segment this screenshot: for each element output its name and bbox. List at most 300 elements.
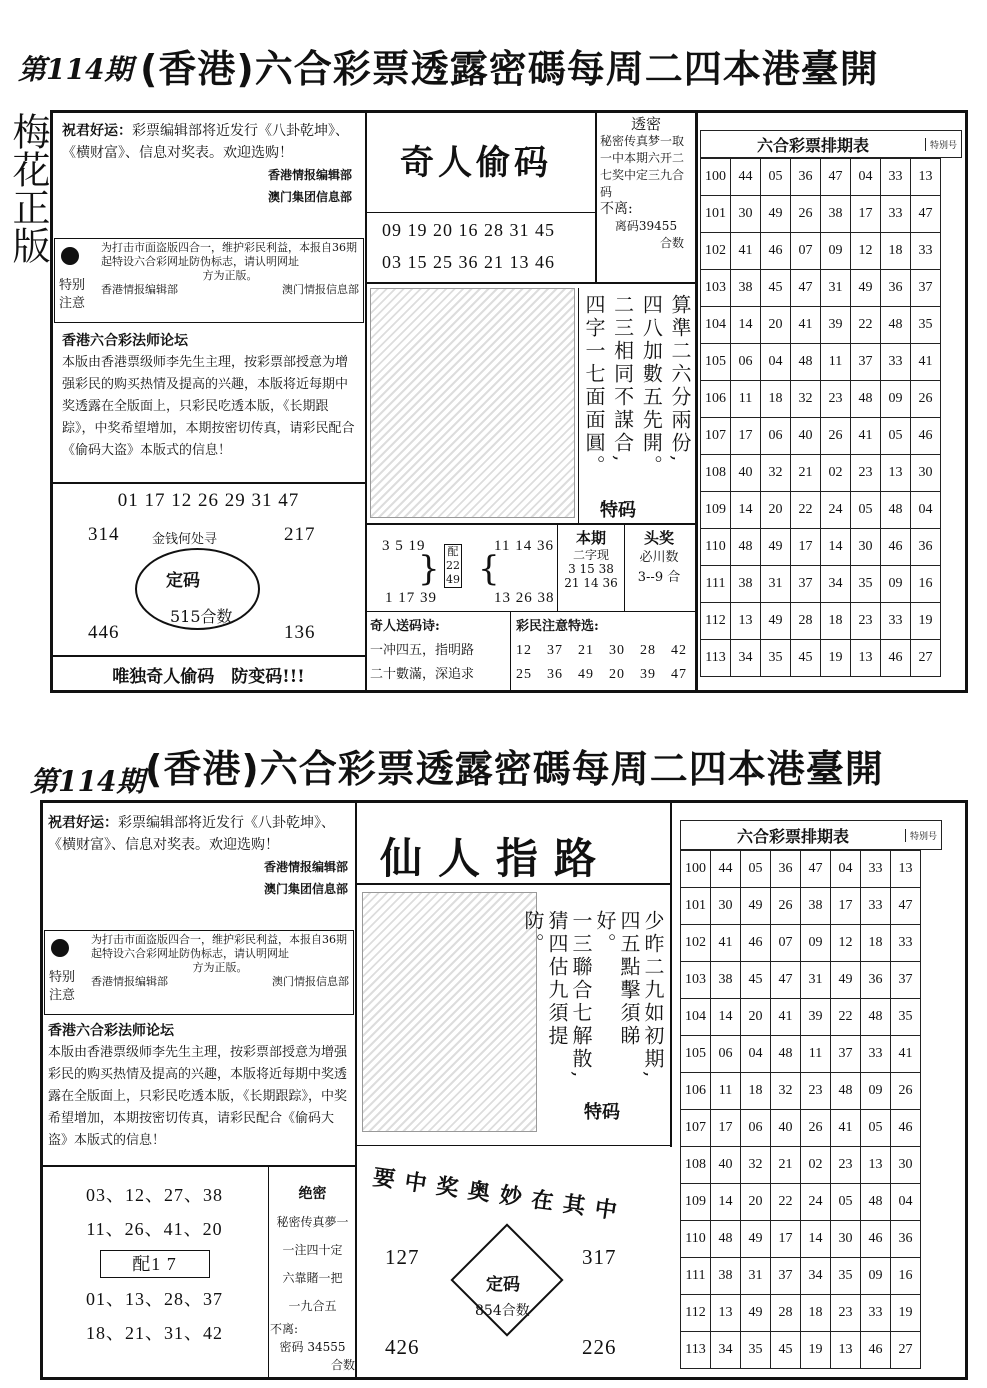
- number-cell: 02: [801, 1147, 831, 1184]
- forum-title: 香港六合彩法师论坛: [48, 1023, 174, 1039]
- number-cell: 05: [851, 492, 881, 529]
- number-cell: 09: [881, 381, 911, 418]
- forum-text: 本版由香港票级师李先生主理，按彩票部授意为增强彩民的购买热情及提高的兴趣，本版将近每期中奖透露在全版面上，只彩民吃透本版，《长期跟踪》，中奖希望增加，本期按密切传真，请彩民配合《偷码大盗》本版式的信息！: [48, 1045, 348, 1148]
- notice-dept2: 澳门集团信息部: [267, 190, 352, 204]
- number-cell: 45: [741, 962, 771, 999]
- number-cell: 11: [731, 381, 761, 418]
- poem-line: 四字一七面面圓。: [582, 294, 606, 478]
- table-row: [701, 603, 941, 640]
- number-cell: 23: [851, 603, 881, 640]
- number-cell: 46: [881, 640, 911, 677]
- top-footer: 唯独奇人偷码 防变码!!!: [112, 667, 305, 687]
- special-code-label: 特码: [584, 1102, 620, 1123]
- illustration-horse-rider: [362, 892, 537, 1132]
- number-cell: 14: [821, 529, 851, 566]
- number-cell: 38: [711, 962, 741, 999]
- schedule-tag: 特别号: [925, 138, 961, 151]
- table-row: [701, 529, 941, 566]
- number-cell: 17: [711, 1110, 741, 1147]
- period-cell: 106: [701, 381, 731, 418]
- number-cell: 02: [821, 455, 851, 492]
- number-cell: 07: [791, 233, 821, 270]
- number-cell: 38: [821, 196, 851, 233]
- number-cell: 22: [831, 999, 861, 1036]
- notice-greeting: 祝君好运：: [62, 123, 132, 139]
- list-row: 03、12、27、38: [86, 1185, 223, 1205]
- number-cell: 26: [821, 418, 851, 455]
- number-cell: 39: [821, 307, 851, 344]
- number-cell: 05: [831, 1184, 861, 1221]
- number-cell: 47: [911, 196, 941, 233]
- poem-line: 四五點擊須睇好。: [593, 910, 641, 1048]
- table-row: [681, 925, 921, 962]
- top-left-numbers: 01 17 12 26 29 31 47: [117, 490, 300, 511]
- number-cell: 30: [891, 1147, 921, 1184]
- number-cell: 33: [861, 851, 891, 888]
- table-row: [681, 1221, 921, 1258]
- number-cell: 49: [741, 888, 771, 925]
- pair-box: [444, 544, 462, 588]
- number-cell: 49: [761, 603, 791, 640]
- number-cell: 20: [741, 999, 771, 1036]
- number-cell: 14: [731, 307, 761, 344]
- warning-text: 为打击市面盗版四合一，维护彩民利益，本报自36期起特设六合彩网址防伪标志，请认明网址: [91, 933, 347, 960]
- number-cell: 06: [711, 1036, 741, 1073]
- number-cell: 05: [861, 1110, 891, 1147]
- notice-text: 彩票编辑部将近发行《八卦乾坤》、《横财富》、信息对奖表。欢迎选购！: [62, 123, 349, 161]
- no-leave-label: 不离:: [270, 1322, 299, 1336]
- bomb-icon: [51, 939, 69, 957]
- schedule-table: [680, 850, 921, 1369]
- group-number: 13 26 38: [494, 590, 555, 606]
- arc-text: 金钱何处寻: [152, 532, 218, 547]
- period-cell: 103: [701, 270, 731, 307]
- number-cell: 33: [861, 1295, 891, 1332]
- number-cell: 13: [731, 603, 761, 640]
- number-cell: 30: [831, 1221, 861, 1258]
- number-cell: 09: [801, 925, 831, 962]
- number-cell: 46: [881, 529, 911, 566]
- poem-line: 二三相同不謀合,: [610, 294, 635, 465]
- bomb-icon: [61, 247, 79, 265]
- number-cell: 36: [891, 1221, 921, 1258]
- number-cell: 34: [801, 1258, 831, 1295]
- table-row: [681, 999, 921, 1036]
- number-cell: 19: [911, 603, 941, 640]
- poem-vertical: [582, 294, 692, 490]
- number-cell: 04: [851, 159, 881, 196]
- number-cell: 33: [891, 925, 921, 962]
- period-row: 3 15 38: [568, 562, 614, 576]
- corner-number: 226: [582, 1335, 617, 1359]
- number-cell: 17: [771, 1221, 801, 1258]
- table-row: [701, 344, 941, 381]
- warning-dept1: 香港情报编辑部: [101, 283, 178, 296]
- notice: [62, 120, 352, 208]
- fixed-code-value: 854合数: [475, 1303, 530, 1319]
- warning-label1: 特别: [59, 278, 86, 293]
- number-cell: 20: [761, 307, 791, 344]
- number-cell: 05: [761, 159, 791, 196]
- number-cell: 12: [831, 925, 861, 962]
- secret-line: 一注四十定: [282, 1243, 343, 1257]
- number-cell: 09: [861, 1258, 891, 1295]
- no-leave-code: 密码 34555: [279, 1340, 346, 1354]
- period-cell: 111: [681, 1258, 711, 1295]
- number-cell: 18: [861, 925, 891, 962]
- group-number: 3 5 19: [382, 538, 426, 554]
- secret-title: 透密: [630, 115, 661, 133]
- number-cell: 23: [851, 455, 881, 492]
- table-row: [681, 1110, 921, 1147]
- number-cell: 44: [711, 851, 741, 888]
- warning-suffix: 方为正版。: [192, 961, 248, 974]
- pair-number: 22: [446, 559, 460, 572]
- mid-row2: 03 15 25 36 21 13 46: [382, 252, 555, 272]
- number-cell: 49: [761, 196, 791, 233]
- number-cell: 41: [711, 925, 741, 962]
- group-number: 11 14 36: [494, 538, 554, 554]
- schedule-table: [700, 158, 941, 677]
- period-cell: 107: [681, 1110, 711, 1147]
- number-cell: 09: [861, 1073, 891, 1110]
- period-cell: 103: [681, 962, 711, 999]
- brace-icon: {: [478, 549, 500, 589]
- number-cell: 19: [801, 1332, 831, 1369]
- number-cell: 37: [851, 344, 881, 381]
- number-cell: 47: [821, 159, 851, 196]
- number-cell: 37: [831, 1036, 861, 1073]
- number-cell: 49: [761, 529, 791, 566]
- period-cell: 102: [701, 233, 731, 270]
- table-row: [701, 196, 941, 233]
- warning-suffix: 方为正版。: [202, 269, 258, 282]
- number-cell: 07: [771, 925, 801, 962]
- number-cell: 41: [771, 999, 801, 1036]
- number-cell: 41: [911, 344, 941, 381]
- special-code-label: 特码: [600, 500, 636, 521]
- number-cell: 38: [801, 888, 831, 925]
- table-row: [681, 1258, 921, 1295]
- number-cell: 46: [741, 925, 771, 962]
- table-row: [681, 1073, 921, 1110]
- number-cell: 28: [791, 603, 821, 640]
- table-row: [681, 888, 921, 925]
- number-cell: 36: [881, 270, 911, 307]
- table-row: [701, 640, 941, 677]
- illustration-warriors: [370, 288, 575, 518]
- period-cell: 112: [681, 1295, 711, 1332]
- number-cell: 36: [771, 851, 801, 888]
- corner-number: 217: [284, 524, 316, 545]
- number-cell: 35: [911, 307, 941, 344]
- poem-line: 少昨二九如初期,: [641, 910, 665, 1081]
- number-cell: 04: [741, 1036, 771, 1073]
- number-cell: 33: [881, 344, 911, 381]
- number-cell: 31: [741, 1258, 771, 1295]
- number-cell: 31: [821, 270, 851, 307]
- number-cell: 38: [711, 1258, 741, 1295]
- number-cell: 46: [861, 1221, 891, 1258]
- number-cell: 41: [851, 418, 881, 455]
- number-cell: 34: [711, 1332, 741, 1369]
- number-cell: 18: [881, 233, 911, 270]
- number-cell: 14: [801, 1221, 831, 1258]
- number-cell: 38: [731, 270, 761, 307]
- period-cell: 100: [681, 851, 711, 888]
- brace-icon: }: [418, 549, 440, 589]
- poem2-title: 奇人送码诗:: [370, 619, 440, 634]
- number-cell: 04: [831, 851, 861, 888]
- number-cell: 11: [801, 1036, 831, 1073]
- number-cell: 13: [851, 640, 881, 677]
- number-cell: 13: [911, 159, 941, 196]
- number-cell: 36: [911, 529, 941, 566]
- pick-row: 25 36 49 20 39 47: [516, 667, 687, 682]
- list-row: 18、21、31、42: [86, 1323, 223, 1343]
- number-cell: 36: [791, 159, 821, 196]
- number-cell: 33: [861, 888, 891, 925]
- number-cell: 05: [881, 418, 911, 455]
- number-cell: 48: [861, 999, 891, 1036]
- number-cell: 32: [761, 455, 791, 492]
- number-cell: 31: [761, 566, 791, 603]
- forum: [62, 330, 358, 462]
- number-cell: 13: [711, 1295, 741, 1332]
- secret-line: 秘密传真夢一: [276, 1215, 349, 1229]
- notice-dept1: 香港情报编辑部: [267, 168, 352, 182]
- number-cell: 14: [711, 999, 741, 1036]
- period-cell: 110: [701, 529, 731, 566]
- page-title: (香港)六合彩票透露密碼每周二四本港臺開: [140, 47, 879, 91]
- number-cell: 23: [801, 1073, 831, 1110]
- number-cell: 48: [881, 492, 911, 529]
- pair-label: 配: [447, 545, 459, 558]
- corner-number: 136: [284, 622, 316, 643]
- period-row: 21 14 36: [564, 576, 618, 590]
- number-cell: 16: [911, 566, 941, 603]
- notice-dept1: 香港情报编辑部: [263, 860, 348, 874]
- number-cell: 41: [731, 233, 761, 270]
- warning-box: [44, 930, 354, 1015]
- number-cell: 47: [801, 851, 831, 888]
- issue-number: 第114期: [30, 765, 145, 798]
- number-cell: 09: [881, 566, 911, 603]
- fixed-code-value: 515合数: [170, 607, 233, 626]
- warning-label2: 注意: [59, 296, 86, 311]
- corner-number: 426: [385, 1335, 420, 1359]
- period-cell: 111: [701, 566, 731, 603]
- number-cell: 22: [791, 492, 821, 529]
- number-cell: 35: [831, 1258, 861, 1295]
- number-cell: 38: [731, 566, 761, 603]
- period-cell: 104: [681, 999, 711, 1036]
- schedule-title: 六合彩票排期表: [756, 135, 869, 155]
- number-cell: 18: [761, 381, 791, 418]
- number-cell: 36: [861, 962, 891, 999]
- number-cell: 06: [731, 344, 761, 381]
- number-cell: 35: [741, 1332, 771, 1369]
- fixed-code-label: 定码: [166, 571, 200, 591]
- number-cell: 26: [911, 381, 941, 418]
- notice-dept2: 澳门集团信息部: [263, 882, 348, 896]
- period-cell: 112: [701, 603, 731, 640]
- number-cell: 48: [771, 1036, 801, 1073]
- pair-number: 49: [446, 573, 460, 586]
- number-cell: 11: [711, 1073, 741, 1110]
- number-cell: 46: [891, 1110, 921, 1147]
- corner-number: 314: [88, 524, 120, 545]
- schedule-bottom: [680, 820, 942, 1369]
- warning-box: [54, 238, 364, 323]
- number-cell: 48: [861, 1184, 891, 1221]
- number-cell: 41: [831, 1110, 861, 1147]
- warning-dept2: 澳门情报信息部: [272, 975, 349, 988]
- number-cell: 24: [821, 492, 851, 529]
- number-cell: 09: [821, 233, 851, 270]
- number-cell: 35: [851, 566, 881, 603]
- table-row: [681, 1036, 921, 1073]
- number-cell: 49: [741, 1221, 771, 1258]
- table-row: [681, 962, 921, 999]
- number-cell: 04: [911, 492, 941, 529]
- notice-text: 彩票编辑部将近发行《八卦乾坤》、《横财富》、信息对奖表。欢迎选购！: [48, 815, 335, 853]
- number-cell: 06: [761, 418, 791, 455]
- number-cell: 14: [731, 492, 761, 529]
- warning-text: 为打击市面盗版四合一，维护彩民利益，本报自36期起特设六合彩网址防伪标志，请认明网址: [101, 241, 357, 268]
- period-cell: 108: [701, 455, 731, 492]
- number-cell: 32: [771, 1073, 801, 1110]
- secret-text: 秘密传真梦一取一中本期六开二七奖中定三九合码: [600, 134, 685, 199]
- period-cell: 104: [701, 307, 731, 344]
- number-cell: 11: [821, 344, 851, 381]
- arc-text: 要中奖奥妙在其中: [371, 1164, 629, 1226]
- number-cell: 24: [801, 1184, 831, 1221]
- poem2-line: 二十數滿，深追求: [370, 667, 475, 682]
- number-cell: 35: [891, 999, 921, 1036]
- number-cell: 18: [801, 1295, 831, 1332]
- number-cell: 17: [831, 888, 861, 925]
- period-cell: 105: [681, 1036, 711, 1073]
- number-cell: 27: [891, 1332, 921, 1369]
- list-row: 11、26、41、20: [86, 1219, 223, 1239]
- number-cell: 39: [801, 999, 831, 1036]
- number-cell: 44: [731, 159, 761, 196]
- number-cell: 40: [731, 455, 761, 492]
- pair-box: 配1 7: [100, 1250, 210, 1278]
- number-cell: 47: [791, 270, 821, 307]
- notice-greeting: 祝君好运：: [48, 815, 118, 831]
- prize-range: 3--9 合: [637, 570, 681, 585]
- period-cell: 107: [701, 418, 731, 455]
- number-cell: 18: [741, 1073, 771, 1110]
- number-cell: 46: [911, 418, 941, 455]
- period-cell: 113: [701, 640, 731, 677]
- period-cell: 109: [681, 1184, 711, 1221]
- table-row: [701, 566, 941, 603]
- period-cell: 110: [681, 1221, 711, 1258]
- number-cell: 41: [791, 307, 821, 344]
- number-cell: 48: [711, 1221, 741, 1258]
- number-cell: 49: [741, 1295, 771, 1332]
- warning-label1: 特别: [49, 970, 76, 985]
- schedule-title: 六合彩票排期表: [736, 826, 849, 846]
- number-cell: 40: [791, 418, 821, 455]
- forum-title: 香港六合彩法师论坛: [62, 333, 188, 349]
- corner-number: 127: [385, 1245, 420, 1269]
- number-cell: 41: [891, 1036, 921, 1073]
- number-cell: 22: [771, 1184, 801, 1221]
- number-cell: 23: [831, 1147, 861, 1184]
- pick-row: 12 37 21 30 28 42: [516, 643, 687, 658]
- number-cell: 37: [771, 1258, 801, 1295]
- number-cell: 40: [771, 1110, 801, 1147]
- period-cell: 108: [681, 1147, 711, 1184]
- number-cell: 13: [881, 455, 911, 492]
- number-cell: 20: [761, 492, 791, 529]
- period-cell: 106: [681, 1073, 711, 1110]
- table-row: [681, 1184, 921, 1221]
- number-cell: 26: [891, 1073, 921, 1110]
- number-cell: 40: [711, 1147, 741, 1184]
- number-cell: 23: [821, 381, 851, 418]
- table-row: [701, 159, 941, 196]
- number-cell: 48: [881, 307, 911, 344]
- number-cell: 18: [821, 603, 851, 640]
- number-cell: 16: [891, 1258, 921, 1295]
- number-cell: 48: [731, 529, 761, 566]
- corner-number: 446: [88, 622, 120, 643]
- no-leave-suffix: 合数: [659, 236, 684, 250]
- table-row: [681, 1332, 921, 1369]
- number-cell: 34: [821, 566, 851, 603]
- poem-line: 猜四估九須提防。: [521, 910, 569, 1048]
- number-cell: 45: [771, 1332, 801, 1369]
- number-cell: 37: [911, 270, 941, 307]
- poem-line: 算準二六分兩份,: [667, 294, 692, 465]
- number-cell: 46: [861, 1332, 891, 1369]
- number-cell: 17: [791, 529, 821, 566]
- period-cell: 113: [681, 1332, 711, 1369]
- schedule-top: [700, 130, 962, 677]
- number-cell: 30: [731, 196, 761, 233]
- table-row: [701, 418, 941, 455]
- number-cell: 45: [791, 640, 821, 677]
- number-cell: 04: [891, 1184, 921, 1221]
- number-cell: 04: [761, 344, 791, 381]
- number-cell: 45: [761, 270, 791, 307]
- number-cell: 17: [731, 418, 761, 455]
- number-cell: 33: [861, 1036, 891, 1073]
- warning-dept1: 香港情报编辑部: [91, 975, 168, 988]
- number-cell: 05: [741, 851, 771, 888]
- period-sub: 二字现: [572, 548, 609, 562]
- number-cell: 46: [761, 233, 791, 270]
- number-cell: 49: [831, 962, 861, 999]
- number-cell: 35: [761, 640, 791, 677]
- number-cell: 48: [831, 1073, 861, 1110]
- number-cell: 26: [771, 888, 801, 925]
- no-leave-label: 不离:: [600, 201, 633, 217]
- number-cell: 13: [891, 851, 921, 888]
- number-cell: 48: [791, 344, 821, 381]
- group-number: 1 17 39: [385, 590, 437, 606]
- number-cell: 30: [711, 888, 741, 925]
- number-cell: 32: [791, 381, 821, 418]
- number-cell: 48: [851, 381, 881, 418]
- no-leave-suffix: 合数: [330, 1358, 355, 1372]
- number-cell: 21: [791, 455, 821, 492]
